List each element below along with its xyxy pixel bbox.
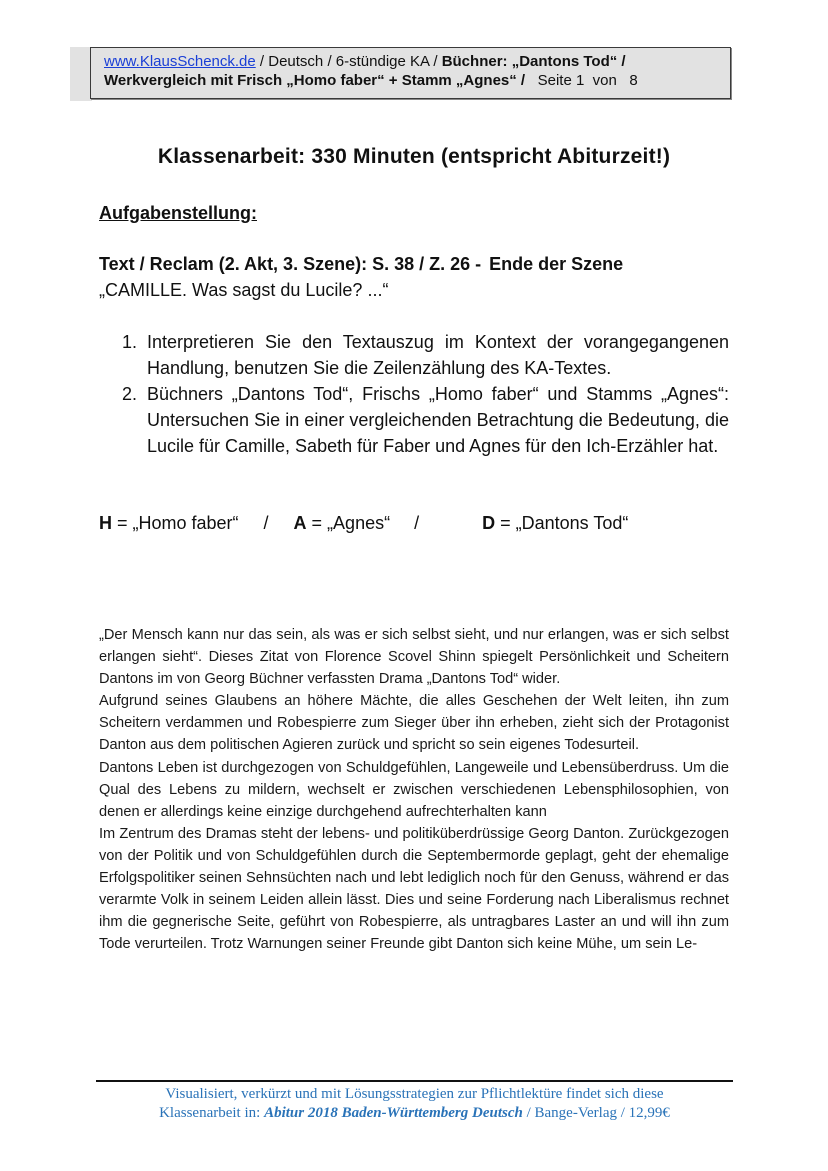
footer-line-2 <box>96 1104 733 1123</box>
legend-key-d: D <box>482 513 496 533</box>
essay-paragraph: „Der Mensch kann nur das sein, als was er sich selbst sieht, und nur erlangen, was er sich selbst erlangen sieht“. Dieses Zitat von Florence Scovel Shinn spiegelt Persönlichkeit und Scheitern Dantons im von Georg Büchner verfassten Drama „Dantons Tod“ wider. <box>99 627 729 688</box>
excerpt-opening-quote: „CAMILLE. Was sagst du Lucile? ...“ <box>99 280 389 300</box>
essay-body <box>99 624 729 955</box>
task-list <box>122 329 729 459</box>
legend-key-h: H <box>99 513 112 533</box>
task-number: 1. <box>122 332 138 352</box>
task-number: 2. <box>122 384 138 404</box>
text-reference-source: Text / Reclam (2. Akt, 3. Szene): S. 38 / Z. 26 - <box>99 254 482 274</box>
essay-paragraph: Im Zentrum des Dramas steht der lebens- und politiküberdrüssige Georg Danton. Zurückgezogen von der Politik und von Schuldgefühlen durch die Septembermorde geplagt, geht der ehemalige Erfolgspolitiker seinen Sehnsüchten nach und lebt lediglich noch für den Genuss, während er das verarmte Volk in seinem Leiden allein lässt. Dies und seine Forderung nach Liberalismus rechnet ihm die gegnerische Seite, geführt von Robespierre, als untragbares Laster an und will ihn zum Tode verurteilen. Trotz Warnungen seiner Freunde gibt Danton sich keine Mühe, um sein Le- <box>99 825 729 953</box>
task-text: Interpretieren Sie den Textauszug im Kontext der vorangegangenen Handlung, benutzen Sie die Zeilenzählung des KA-Textes. <box>147 332 729 378</box>
task-text: Büchners „Dantons Tod“, Frischs „Homo faber“ und Stamms „Agnes“: Untersuchen Sie in einer vergleichenden Betrachtung die Bedeutung, die Lucile für Camille, Sabeth für Faber und Agnes für den Ich-Erzähler hat. <box>147 384 729 456</box>
header-shadow-strip <box>70 47 92 101</box>
footer-divider <box>96 1080 733 1082</box>
text-reference-end: Ende der Szene <box>489 254 624 274</box>
legend-key-a: A <box>293 513 307 533</box>
website-link[interactable]: www.KlausSchenck.de <box>104 53 256 70</box>
header-comparison-title: Werkvergleich mit Frisch „Homo faber“ + Stamm „Agnes“ / <box>104 72 530 89</box>
essay-paragraph: Dantons Leben ist durchgezogen von Schuldgefühlen, Langeweile und Lebensüberdruss. Um die Qual des Lebens zu mildern, wechselt er zwischen verschiedenen Lebensphilosophien, von denen er allerdings keine einzige durchgehend aufrechterhalten kann <box>99 759 729 820</box>
page-header <box>90 47 731 99</box>
footer-prefix: Klassenarbeit in: <box>159 1105 265 1121</box>
text-reference <box>99 254 623 275</box>
footer-line-1: Visualisiert, verkürzt und mit Lösungsstrategien zur Pflichtlektüre findet sich diese <box>165 1086 664 1102</box>
header-work-title: Büchner: „Dantons Tod“ / <box>441 53 626 70</box>
abbreviation-legend <box>99 513 628 534</box>
legend-separator: / <box>414 513 420 533</box>
footer-publisher-price: / Bange-Verlag / 12,99€ <box>522 1105 670 1121</box>
breadcrumb: / Deutsch / 6-stündige KA / <box>255 53 442 70</box>
essay-paragraph: Aufgrund seines Glaubens an höhere Mächte, die alles Geschehen der Welt leiten, ihn zum Scheitern verdammen und Robespierre zum Sieger über ihn erheben, zieht sich der Protagonist Danton aus dem politischen Agieren zurück und spricht so sein eigenes Todesurteil. <box>99 693 729 754</box>
legend-value-d: = „Dantons Tod“ <box>495 513 629 533</box>
section-heading: Aufgabenstellung: <box>99 203 257 223</box>
page-title: Klassenarbeit: 330 Minuten (entspricht Abiturzeit!) <box>157 145 671 168</box>
header-line-1 <box>104 52 730 71</box>
header-line-2 <box>104 71 730 90</box>
task-item <box>122 381 729 459</box>
page-footer <box>96 1085 733 1123</box>
legend-separator: / <box>263 513 269 533</box>
task-item <box>122 329 729 381</box>
legend-value-a: = „Agnes“ <box>306 513 391 533</box>
page-indicator: Seite 1 von 8 <box>529 72 638 89</box>
footer-book-title: Abitur 2018 Baden-Württemberg Deutsch <box>264 1105 523 1121</box>
legend-value-h: = „Homo faber“ <box>112 513 239 533</box>
